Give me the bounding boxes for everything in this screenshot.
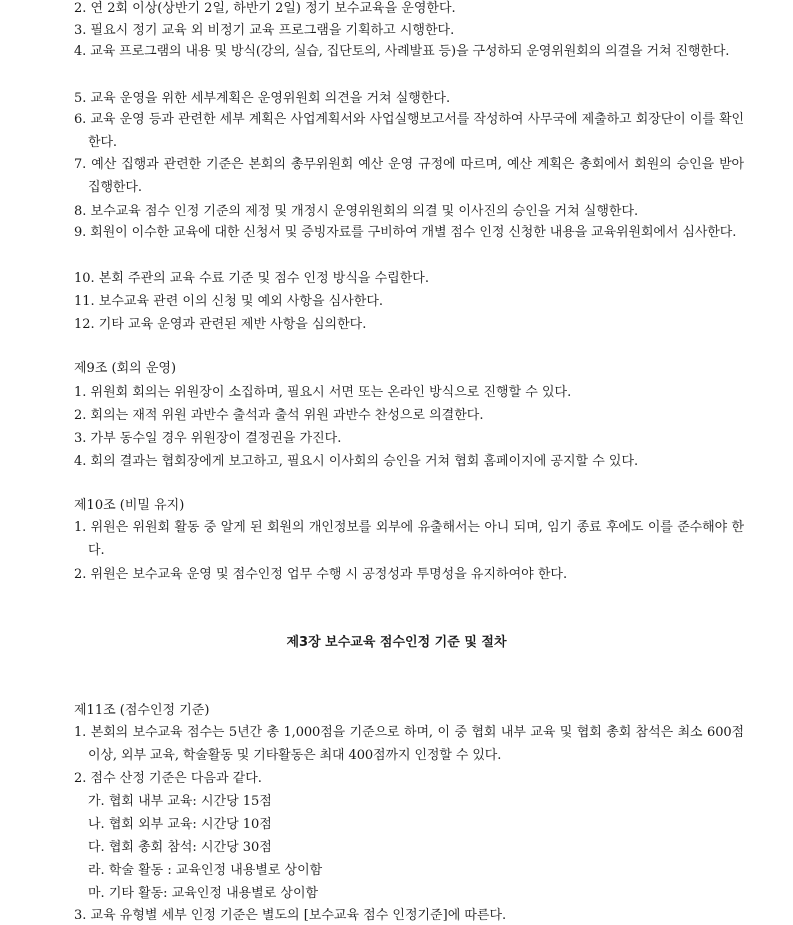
list-item: 8. 보수교육 점수 인정 기준의 제정 및 개정시 운영위원회의 의결 및 이사진의 승인을 거쳐 실행한다. <box>74 204 639 219</box>
list-item: 7. 예산 집행과 관련한 기준은 본회의 총무위원회 예산 운영 규정에 따르며, 예산 계획은 총회에서 회원의 승인을 받아 집행한다. <box>74 157 744 195</box>
list-item: 2. 회의는 재적 위원 과반수 출석과 출석 위원 과반수 찬성으로 의결한다. <box>74 408 484 423</box>
sub-list-item: 가. 협회 내부 교육: 시간당 15점 <box>88 794 272 809</box>
sub-list-item: 나. 협회 외부 교육: 시간당 10점 <box>88 817 272 832</box>
list-item: 1. 위원은 위원회 활동 중 알게 된 회원의 개인정보를 외부에 유출해서는 아니 되며, 임기 종료 후에도 이를 준수해야 한다. <box>74 520 744 558</box>
list-item: 5. 교육 운영을 위한 세부계획은 운영위원회 의견을 거쳐 실행한다. <box>74 91 451 106</box>
list-item: 2. 위원은 보수교육 운영 및 점수인정 업무 수행 시 공정성과 투명성을 유지하여야 한다. <box>74 567 568 582</box>
list-item: 3. 교육 유형별 세부 인정 기준은 별도의 [보수교육 점수 인정기준]에 따른다. <box>74 908 507 923</box>
list-item: 4. 회의 결과는 협회장에게 보고하고, 필요시 이사회의 승인을 거쳐 협회 홈페이지에 공지할 수 있다. <box>74 454 639 469</box>
chapter-heading: 제3장 보수교육 점수인정 기준 및 절차 <box>286 635 507 650</box>
list-item: 9. 회원이 이수한 교육에 대한 신청서 및 증빙자료를 구비하여 개별 점수 인정 신청한 내용을 교육위원회에서 심사한다. <box>74 225 737 240</box>
article-title: 제11조 (점수인정 기준) <box>74 703 210 718</box>
list-item: 12. 기타 교육 운영과 관련된 제반 사항을 심의한다. <box>74 317 367 332</box>
article-title: 제9조 (회의 운영) <box>74 361 177 376</box>
sub-list-item: 다. 협회 총회 참석: 시간당 30점 <box>88 840 272 855</box>
article-title: 제10조 (비밀 유지) <box>74 498 185 513</box>
list-item: 10. 본회 주관의 교육 수료 기준 및 점수 인정 방식을 수립한다. <box>74 271 429 286</box>
list-item: 2. 점수 산정 기준은 다음과 같다. <box>74 771 262 786</box>
list-item: 6. 교육 운영 등과 관련한 세부 계획은 사업계획서와 사업실행보고서를 작성하여 사무국에 제출하고 회장단이 이를 확인한다. <box>74 112 744 150</box>
list-item: 4. 교육 프로그램의 내용 및 방식(강의, 실습, 집단토의, 사례발표 등)을 구성하되 운영위원회의 의결을 거쳐 진행한다. <box>74 44 730 59</box>
sub-list-item: 마. 기타 활동: 교육인정 내용별로 상이함 <box>88 886 319 901</box>
list-item: 2. 연 2회 이상(상반기 2일, 하반기 2일) 정기 보수교육을 운영한다. <box>74 1 456 16</box>
sub-list-item: 라. 학술 활동 : 교육인정 내용별로 상이함 <box>88 863 323 878</box>
list-item: 3. 가부 동수일 경우 위원장이 결정권을 가진다. <box>74 431 342 446</box>
list-item: 1. 위원회 회의는 위원장이 소집하며, 필요시 서면 또는 온라인 방식으로 진행할 수 있다. <box>74 385 572 400</box>
list-item: 1. 본회의 보수교육 점수는 5년간 총 1,000점을 기준으로 하며, 이 중 협회 내부 교육 및 협회 총회 참석은 최소 600점 이상, 외부 교육, 학술활동 및 기타활동은 최대 400점까지 인정할 수 있다. <box>74 725 744 763</box>
list-item: 11. 보수교육 관련 이의 신청 및 예외 사항을 심사한다. <box>74 294 384 309</box>
list-item: 3. 필요시 정기 교육 외 비정기 교육 프로그램을 기획하고 시행한다. <box>74 23 455 38</box>
